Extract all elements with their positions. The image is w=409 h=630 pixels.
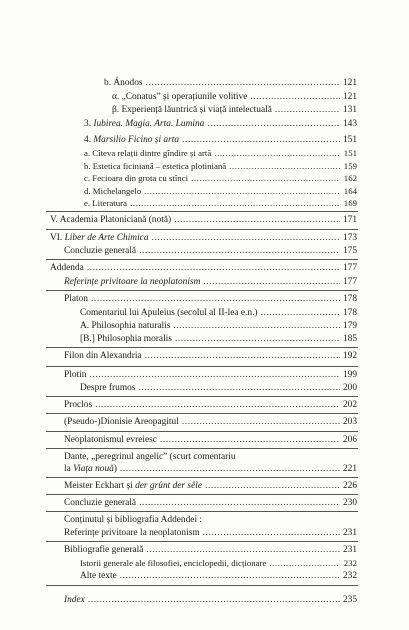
toc-entry-title: Comentariul lui Apuleius (secolul al II-lea e.n.) <box>80 308 258 318</box>
toc-entry-page: 230 <box>342 498 357 508</box>
leader-dots <box>139 497 340 509</box>
toc-entry <box>64 594 357 606</box>
toc-entry-page: 235 <box>342 595 357 605</box>
toc-entry-page: 226 <box>342 481 357 491</box>
toc-entry <box>80 307 357 319</box>
toc-entry <box>64 527 357 539</box>
leader-dots <box>146 544 340 556</box>
leader-dots <box>120 570 340 582</box>
toc-entry-title: b. Ánodos <box>104 78 143 88</box>
toc-entry <box>80 320 357 332</box>
divider <box>46 511 358 512</box>
toc-entry-title: a. Cîteva relații dintre gîndire și artă <box>84 148 212 158</box>
toc-entry-page: 177 <box>342 263 357 273</box>
toc-entry <box>64 497 357 509</box>
toc-entry-title: Neoplatonismul evreiesc <box>64 435 157 445</box>
toc-entry-title: Addenda <box>50 263 84 273</box>
toc-entry-title: Proclos <box>64 400 93 410</box>
divider <box>46 477 358 478</box>
toc-entry <box>80 333 357 345</box>
leader-dots <box>214 147 340 159</box>
leader-dots <box>191 172 340 184</box>
toc-entry-title: Concluzie generală <box>64 498 137 508</box>
leader-dots <box>203 527 340 539</box>
toc-entry-title: d. Michelangelo <box>84 186 142 196</box>
toc-entry-page: 231 <box>342 528 357 538</box>
toc-entry-page: 151 <box>343 148 357 158</box>
leader-dots <box>139 245 340 257</box>
toc-entry-title: c. Fecioara din grota cu stînci <box>84 173 189 183</box>
toc-entry-page: 121 <box>342 92 357 102</box>
leader-dots <box>88 594 340 606</box>
leader-dots <box>145 350 340 362</box>
toc-entry-title: Bibliografie generală <box>64 545 144 555</box>
italic-title: Viața nouă <box>73 464 114 474</box>
toc-entry-page: 177 <box>342 277 357 287</box>
leader-dots <box>160 434 340 446</box>
italic-title: Iubirea. Magia. Arta. Lumina <box>93 119 205 129</box>
leader-dots <box>130 197 340 209</box>
toc-entry <box>64 416 357 428</box>
toc-entry <box>84 118 357 130</box>
divider <box>46 211 358 212</box>
leader-dots <box>269 557 340 569</box>
toc-entry <box>64 276 357 288</box>
leader-dots <box>203 276 340 288</box>
toc-entry-title: A. Philosophia naturalis <box>80 321 171 331</box>
toc-entry <box>64 463 357 475</box>
toc-entry-title: Platon <box>64 294 88 304</box>
toc-entry-page: 203 <box>342 417 357 427</box>
toc-entry-title: Referințe privitoare la neoplatonism <box>64 277 201 287</box>
leader-dots <box>261 307 340 319</box>
divider <box>46 259 358 260</box>
toc-entry-title: Istorii generale ale filosofiei, enciclopedii, dicționare <box>80 558 267 568</box>
toc-entry-page: 178 <box>342 308 357 318</box>
toc-entry-title: [B.] Philosophia moralis <box>80 334 172 344</box>
leader-dots <box>95 399 340 411</box>
divider <box>46 413 358 414</box>
toc-entry-title: Dante, „peregrinul angelic” (scurt comentariu <box>64 452 236 462</box>
toc-entry-page: 162 <box>343 173 357 183</box>
italic-title: Marsilio Ficino și arta <box>93 135 180 145</box>
toc-entry-title: β. Experiență lăuntrică și viață intelectuală <box>112 105 272 115</box>
leader-dots <box>87 262 340 274</box>
toc-entry <box>80 382 357 394</box>
leader-dots <box>144 185 340 197</box>
leader-dots <box>207 118 340 130</box>
toc-entry-page: 171 <box>342 215 357 225</box>
leader-dots <box>250 91 340 103</box>
toc-entry <box>84 172 357 184</box>
divider <box>46 366 358 367</box>
toc-entry-title: Despre frumos <box>80 383 136 393</box>
toc-entry-page: 179 <box>342 321 357 331</box>
leader-dots <box>174 214 340 226</box>
toc-entry <box>84 197 357 209</box>
toc-entry <box>50 232 357 244</box>
leader-dots <box>175 333 340 345</box>
toc-entry-title: VI. Liber de Arte Chimica <box>50 233 149 243</box>
toc-entry-page: 164 <box>343 186 357 196</box>
toc-entry-page: 159 <box>343 161 357 171</box>
toc-entry-page: 151 <box>342 135 357 145</box>
toc-entry <box>112 91 357 103</box>
toc-entry-page: 178 <box>342 294 357 304</box>
toc-entry-title: α. „Conatus” și operațiunile volitive <box>112 92 248 102</box>
toc-entry-page: 131 <box>342 105 357 115</box>
toc-entry <box>84 160 357 172</box>
toc-entry <box>64 293 357 305</box>
leader-dots <box>182 134 340 146</box>
toc-entry-page: 231 <box>342 545 357 555</box>
toc-entry <box>64 434 357 446</box>
leader-dots <box>275 104 340 116</box>
toc-entry <box>84 147 357 159</box>
toc-entry-title: Index <box>64 595 85 605</box>
leader-dots <box>138 382 339 394</box>
toc-entry-page: 143 <box>342 119 357 129</box>
leader-dots <box>173 320 340 332</box>
toc-entry <box>64 480 357 492</box>
toc-entry-page: 232 <box>343 558 357 568</box>
italic-title: der grûnt der sêle <box>135 481 202 491</box>
toc-entry-title: Conținutul și bibliografia Addendei : <box>64 515 203 525</box>
toc-entry-page: 192 <box>342 351 357 361</box>
leader-dots <box>91 293 340 305</box>
toc-entry <box>112 104 357 116</box>
leader-dots <box>182 416 340 428</box>
toc-entry-page: 169 <box>343 198 357 208</box>
toc-entry-page: 173 <box>342 233 357 243</box>
toc-entry-title: Alte texte <box>80 571 117 581</box>
toc-entry-title: V. Academia Platoniciană (notă) <box>50 215 172 225</box>
leader-dots <box>146 77 340 89</box>
toc-entry-page: 221 <box>342 464 357 474</box>
divider <box>46 290 358 291</box>
toc-entry-page: 202 <box>342 400 357 410</box>
toc-entry-page: 206 <box>342 435 357 445</box>
toc-entry <box>64 245 357 257</box>
divider <box>46 585 358 586</box>
divider <box>46 494 358 495</box>
italic-title: Liber de Arte Chimica <box>64 233 149 243</box>
toc-entry <box>80 557 357 569</box>
toc-entry-page: 175 <box>342 246 357 256</box>
toc-entry-title: Concluzie generală <box>64 246 137 256</box>
toc-entry-title: Meister Eckhart și der grûnt der sêle <box>64 481 202 491</box>
toc-entry <box>84 134 357 146</box>
toc-entry <box>80 570 357 582</box>
toc-entry-page: 232 <box>342 571 357 581</box>
toc-entry-title: 4. Marsilio Ficino și arta <box>84 135 180 145</box>
toc-entry-page: 185 <box>342 334 357 344</box>
toc-entry <box>104 77 357 89</box>
divider <box>46 347 358 348</box>
toc-entry-title: b. Estetica ficiniană – estetica plotiniană <box>84 161 227 171</box>
divider <box>46 541 358 542</box>
toc-entry <box>50 214 357 226</box>
toc-entry <box>50 262 357 274</box>
toc-entry <box>64 399 357 411</box>
toc-entry <box>64 369 357 381</box>
toc-entry-title: Filon din Alexandria <box>64 351 142 361</box>
toc-entry <box>84 185 357 197</box>
leader-dots <box>120 463 340 475</box>
toc-entry-page: 121 <box>342 78 357 88</box>
toc-entry <box>64 350 357 362</box>
divider <box>46 431 358 432</box>
toc-entry-title: 3. Iubirea. Magia. Arta. Lumina <box>84 119 205 129</box>
leader-dots <box>152 232 340 244</box>
divider <box>46 396 358 397</box>
divider <box>46 229 358 230</box>
toc-entry-title: e. Literatura <box>84 198 127 208</box>
leader-dots <box>205 480 340 492</box>
toc-entry-title: (Pseudo-)Dionisie Areopagitul <box>64 417 179 427</box>
toc-entry-title: Referințe privitoare la neoplatonism <box>64 528 200 538</box>
leader-dots <box>229 160 340 172</box>
divider <box>46 448 358 449</box>
toc-entry-page: 200 <box>342 383 357 393</box>
leader-dots <box>89 369 340 381</box>
toc-entry-title: Plotin <box>64 370 87 380</box>
toc-entry-page: 199 <box>342 370 357 380</box>
toc-entry-title: la Viața nouă) <box>64 464 117 474</box>
toc-entry <box>64 544 357 556</box>
